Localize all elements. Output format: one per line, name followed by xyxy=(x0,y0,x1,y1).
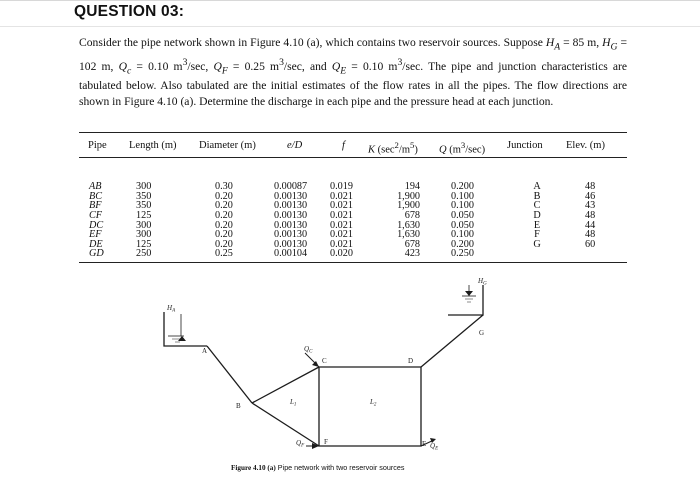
table-cell: 0.100 xyxy=(451,190,474,202)
table-cell: 48 xyxy=(585,229,596,241)
table-cell: 0.021 xyxy=(330,200,353,212)
qe-value: = 0.10 m xyxy=(346,59,398,73)
level-marker-a xyxy=(178,336,186,341)
table-cell: G xyxy=(533,238,541,250)
ha-value: = 85 m, xyxy=(560,36,603,49)
table-cell: BF xyxy=(89,200,102,212)
caption-text: Pipe network with two reservoir sources xyxy=(277,463,405,472)
table-cell: 300 xyxy=(136,181,152,193)
table-cell: 0.25 xyxy=(215,248,233,260)
table-cell: 0.050 xyxy=(451,209,474,221)
table-cell: 678 xyxy=(404,238,420,250)
table-cell: 43 xyxy=(585,200,596,212)
table-cell: 0.20 xyxy=(215,209,233,221)
col-k xyxy=(386,163,420,269)
reservoir-g xyxy=(448,285,483,315)
table-cell: 350 xyxy=(136,190,152,202)
table-cell: 0.00104 xyxy=(274,248,308,260)
table-cell: 0.00130 xyxy=(274,209,308,221)
table-cell: 0.019 xyxy=(330,181,353,193)
table-cell: D xyxy=(533,209,541,221)
table-cell: 1,900 xyxy=(397,200,420,212)
table-cell: 0.30 xyxy=(215,181,233,193)
header-ed: e/D xyxy=(287,140,303,151)
table-cell: 44 xyxy=(585,219,596,231)
table-cell: 0.20 xyxy=(215,200,233,212)
table-cell: 1,630 xyxy=(397,229,420,241)
level-marker-g xyxy=(465,291,473,296)
table-cell: 46 xyxy=(585,190,596,202)
node-a: A xyxy=(202,347,208,355)
pipe-gd xyxy=(421,315,483,367)
header-elevation: Elev. (m) xyxy=(566,140,605,151)
caption-label: Figure 4.10 (a) xyxy=(231,464,276,472)
col-q xyxy=(451,163,474,269)
qf-symbol: $Q_F$ xyxy=(213,59,228,76)
table-cell: 0.200 xyxy=(451,238,474,250)
problem-intro: Consider the pipe network shown in Figure 4.10 (a), which contains two reservoir sources. Suppose xyxy=(79,36,543,49)
header-diameter: Diameter (m) xyxy=(199,140,256,151)
table-cell: 678 xyxy=(404,209,420,221)
table-cell: 48 xyxy=(585,209,596,221)
table-cell: A xyxy=(533,181,541,193)
col-length xyxy=(136,163,151,269)
node-d: D xyxy=(408,357,414,365)
table-header-rule xyxy=(79,157,627,158)
table-cell: 0.200 xyxy=(451,181,474,193)
node-b: B xyxy=(236,402,241,410)
figure-caption xyxy=(231,463,404,472)
table-cell: 0.021 xyxy=(330,209,353,221)
label-loop1: $L_1$ xyxy=(290,398,297,408)
table-cell: 0.20 xyxy=(215,219,233,231)
table-cell: 0.00130 xyxy=(274,200,308,212)
node-f: F xyxy=(324,438,328,446)
col-junction xyxy=(532,163,542,259)
label-qe: $Q_E$ xyxy=(430,442,439,452)
table-cell: 125 xyxy=(136,209,152,221)
label-hg: $H_G$ xyxy=(478,277,487,287)
header-junction: Junction xyxy=(507,140,543,151)
header-q: Q $(m^3/\sec)$ xyxy=(439,140,486,156)
pipe-bc xyxy=(252,367,319,403)
table-cell: 0.021 xyxy=(330,229,353,241)
table-cell: 0.020 xyxy=(330,248,353,260)
qc-arrowhead xyxy=(312,361,319,367)
table-cell: 125 xyxy=(136,238,152,250)
table-cell: C xyxy=(533,200,541,212)
table-cell: 0.250 xyxy=(451,248,474,260)
table-cell: 0.20 xyxy=(215,238,233,250)
pipe-network-figure xyxy=(0,270,700,487)
node-e: E xyxy=(422,440,427,448)
table-cell: E xyxy=(533,219,541,231)
table-cell: 0.021 xyxy=(330,190,353,202)
label-loop2: $L_2$ xyxy=(370,398,377,408)
table-cell: 250 xyxy=(136,248,152,260)
header-f: f xyxy=(342,140,345,151)
col-diameter xyxy=(215,163,233,269)
table-cell: 48 xyxy=(585,181,596,193)
table-cell: GD xyxy=(89,248,104,260)
table-cell: 350 xyxy=(136,200,152,212)
header-k: K $(\sec^2/m^5)$ xyxy=(368,140,418,156)
label-qc: $Q_C$ xyxy=(304,345,313,355)
table-cell: BC xyxy=(89,190,103,202)
table-cell: EF xyxy=(89,229,102,241)
table-cell: DE xyxy=(89,238,103,250)
pipe-ab xyxy=(207,346,252,403)
qe-symbol: $Q_E$ xyxy=(331,59,347,76)
node-c: C xyxy=(322,357,327,365)
table-cell: 0.00130 xyxy=(274,238,308,250)
table-bottom-rule xyxy=(79,262,627,263)
label-ha: $H_A$ xyxy=(167,304,176,314)
table-cell: 194 xyxy=(404,181,420,193)
ha-symbol: $H_A$ xyxy=(545,36,561,53)
pipe-bf xyxy=(252,403,319,446)
table-cell: 0.021 xyxy=(330,238,353,250)
table-cell: 0.00087 xyxy=(274,181,308,193)
table-cell: 0.00130 xyxy=(274,190,308,202)
table-cell: F xyxy=(534,229,540,241)
problem-statement: Consider the pipe network shown in Figure 4.10 (a), which contains two reservoir sources. Suppose $H_A = 85$ m, $H_G = 102$ m, $Q_c = 0.10$ $m^3/\sec$, $Q_F = 0.25$ $m^3/\sec$, and $Q_E = 0.10$ $m^3/\sec$. The pipe and junction characteristics are tabulated below. Also tabulated are the initial estimates of the flow rates in all the pipes. The flow directions are shown in Figure 4.10 (a). Determine the discharge in each pipe and the pressure head at each junction. xyxy=(79,36,628,108)
header-pipe: Pipe xyxy=(88,140,107,151)
node-g: G xyxy=(479,329,485,337)
table-cell: 0.20 xyxy=(215,229,233,241)
table-cell: 1,630 xyxy=(397,219,420,231)
hg-symbol: $H_G$ xyxy=(602,36,618,53)
table-cell: 300 xyxy=(136,229,152,241)
table-cell: 60 xyxy=(585,238,596,250)
table-top-rule xyxy=(79,132,627,133)
table-cell: AB xyxy=(89,181,102,193)
question-title: QUESTION 03: xyxy=(74,3,185,20)
table-cell: 0.00130 xyxy=(274,219,308,231)
qc-symbol: $Q_c$ xyxy=(118,59,132,76)
pipe-loop xyxy=(319,367,421,446)
header-length: Length (m) xyxy=(129,140,177,151)
col-elevation xyxy=(585,163,595,259)
label-qf: $Q_F$ xyxy=(296,439,305,449)
col-ed xyxy=(274,163,307,269)
table-cell: 0.100 xyxy=(451,200,474,212)
qc-value: = 0.10 m xyxy=(131,59,183,73)
problem-line3: and junction characteristics are tabulated below. Also tabulated are the initial estimates of the flow rates in all the pipes. The flow directions are shown in Figure 4.10 (a). Determine the discharge in each pipe and the pressure head at each junction. xyxy=(79,59,628,108)
table-cell: 0.100 xyxy=(451,229,474,241)
table-cell: 0.20 xyxy=(215,190,233,202)
table-cell: CF xyxy=(89,209,103,221)
table-cell: B xyxy=(533,190,541,202)
table-cell: DC xyxy=(89,219,104,231)
table-cell: 423 xyxy=(404,248,420,260)
table-cell: 300 xyxy=(136,219,152,231)
table-cell: 1,900 xyxy=(397,190,420,202)
hg-value: = 102 m, xyxy=(79,36,627,73)
col-pipe xyxy=(89,163,104,269)
top-border xyxy=(0,0,700,1)
qf-value: = 0.25 m xyxy=(227,59,280,73)
table-cell: 0.00130 xyxy=(274,229,308,241)
table-cell: 0.021 xyxy=(330,219,353,231)
table-cell: 0.050 xyxy=(451,219,474,231)
title-divider xyxy=(0,26,700,27)
col-f xyxy=(330,163,353,269)
